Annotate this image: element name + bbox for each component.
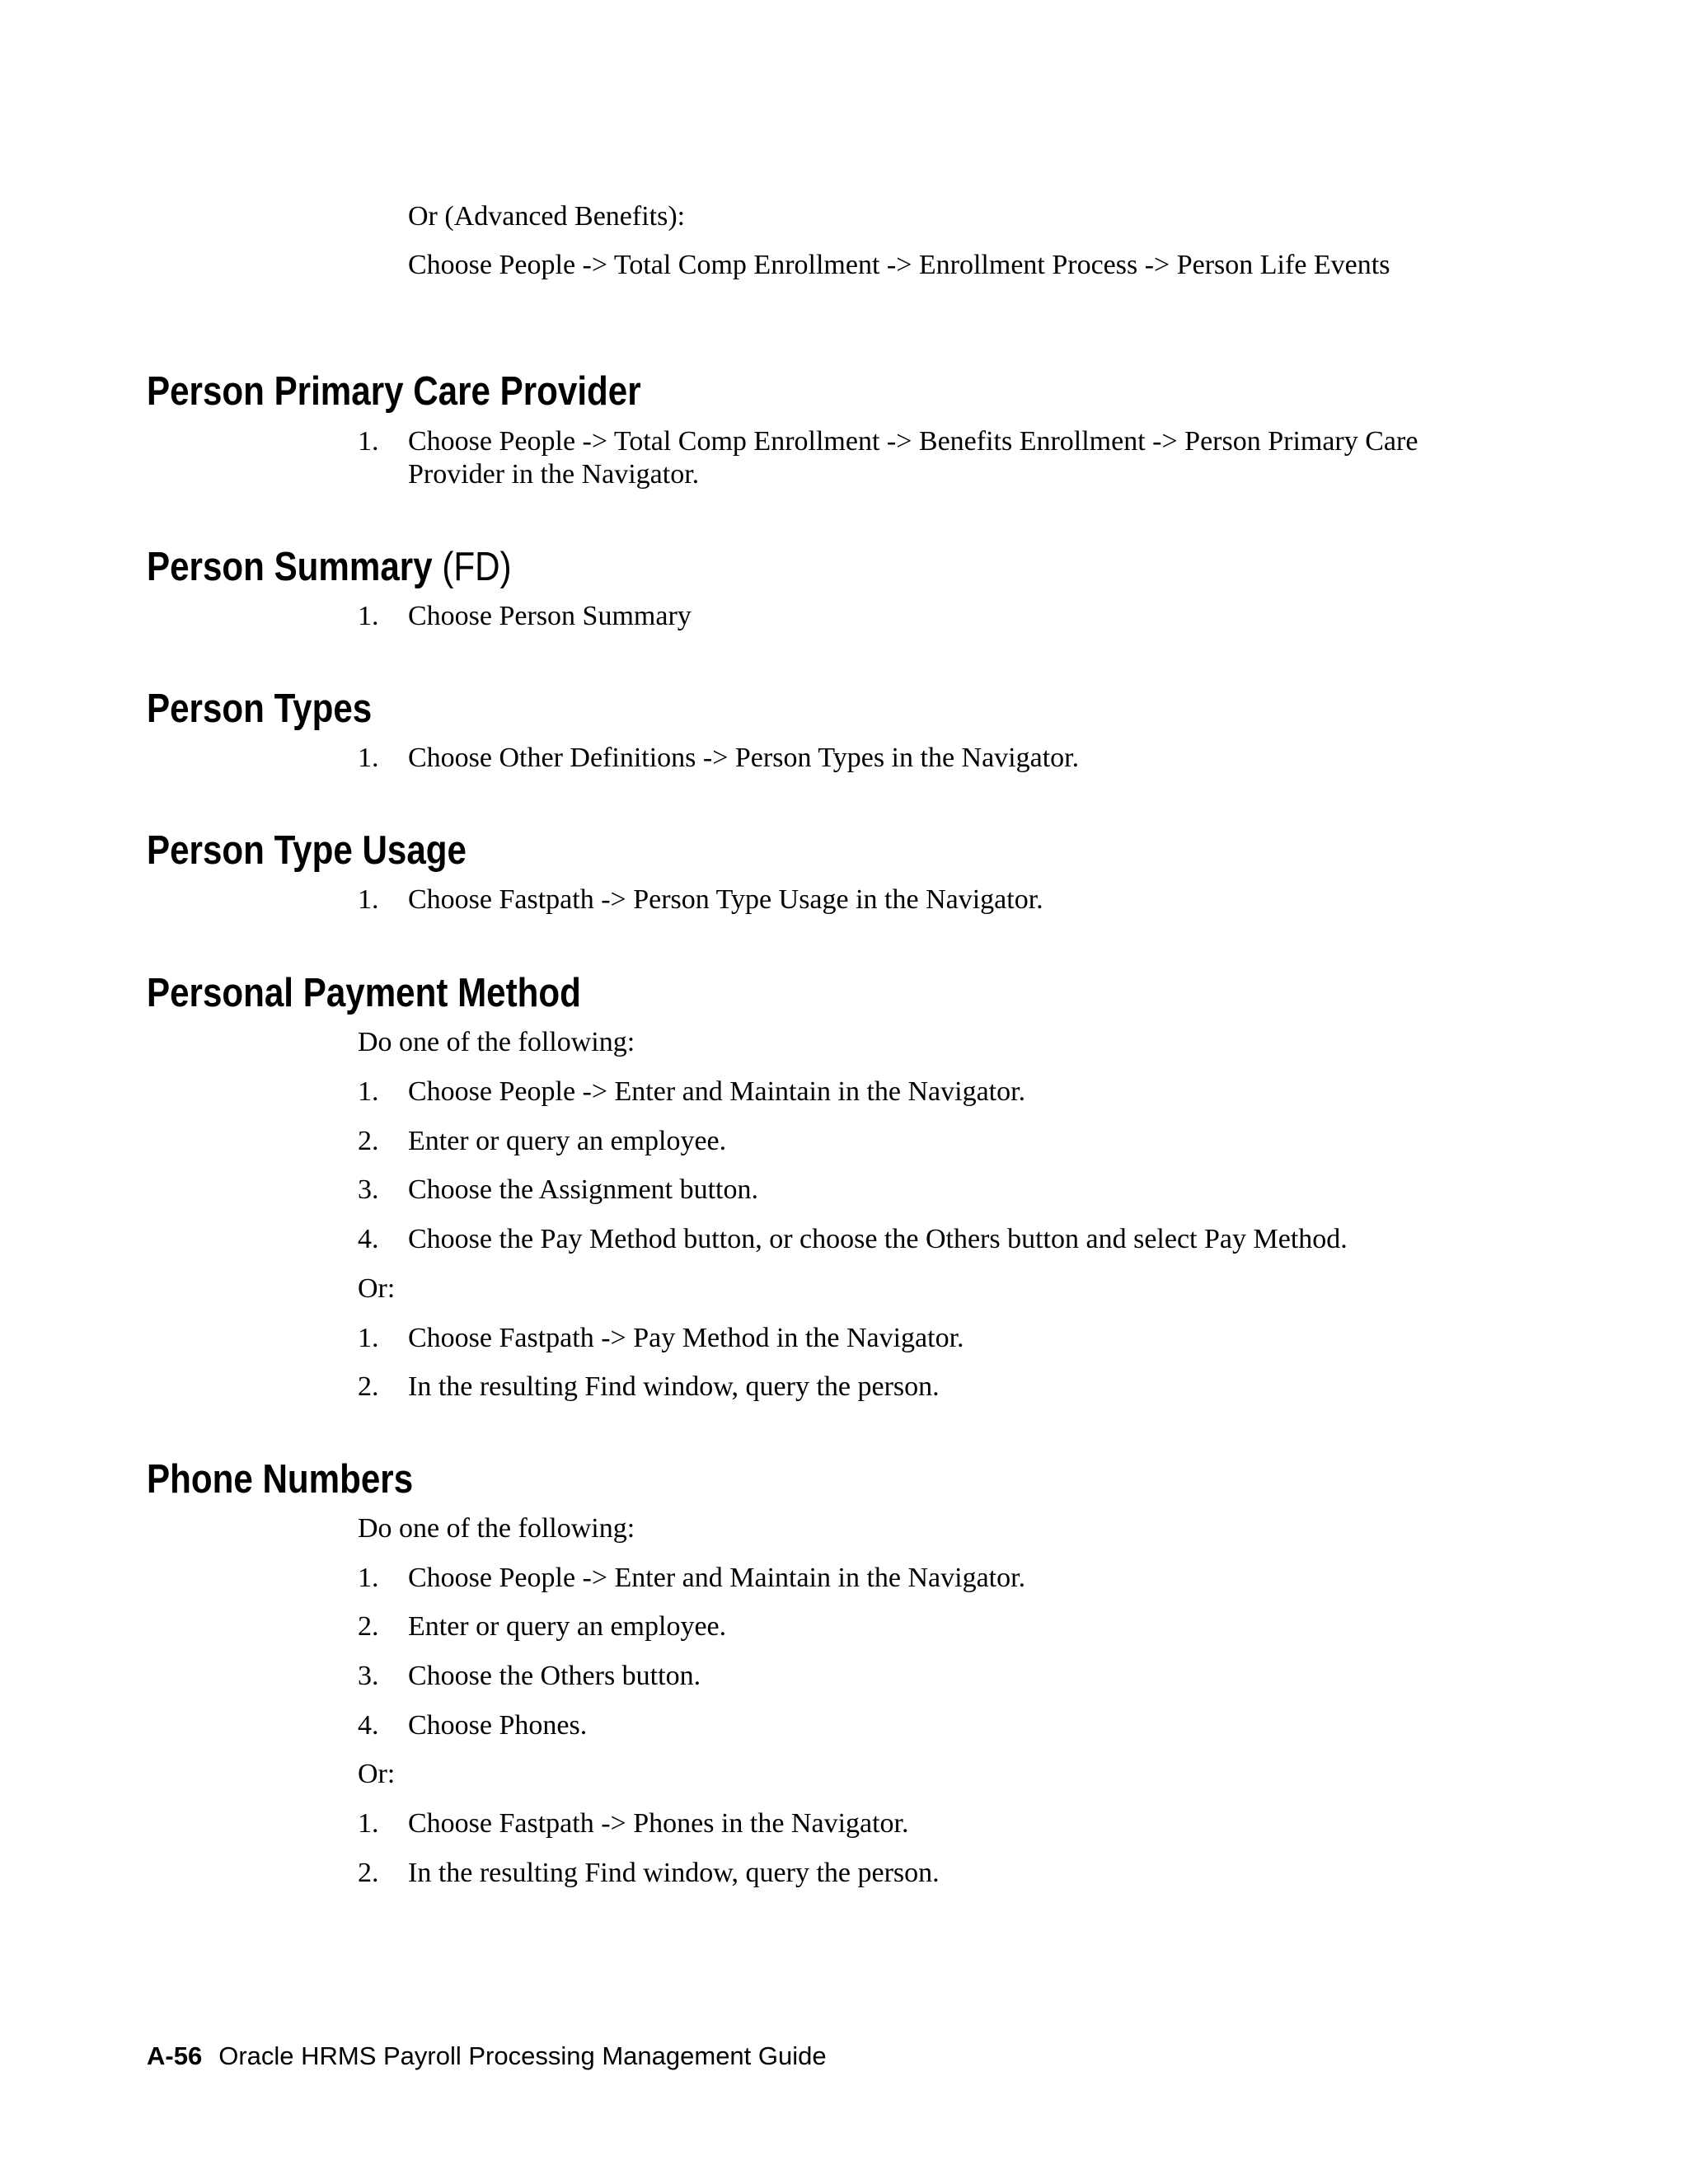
phones-step-b1 bbox=[358, 1807, 1462, 1840]
phones-step-b2 bbox=[358, 1857, 1462, 1890]
page-number: A-56 bbox=[147, 2041, 203, 2070]
book-title: Oracle HRMS Payroll Processing Management Guide bbox=[218, 2041, 827, 2070]
step-number: 1. bbox=[358, 1563, 379, 1593]
phones-step-a4 bbox=[358, 1709, 1462, 1742]
pcp-step-1 bbox=[358, 425, 1462, 491]
payment-step-a3 bbox=[358, 1174, 1462, 1207]
step-text: Choose People -> Total Comp Enrollment -> Benefits Enrollment -> Person Primary Care Provider in the Navigator. bbox=[408, 426, 1418, 490]
payment-intro: Do one of the following: bbox=[358, 1027, 635, 1057]
payment-step-b2 bbox=[358, 1371, 1462, 1404]
payment-step-b1 bbox=[358, 1322, 1462, 1355]
types-step-1 bbox=[358, 742, 1462, 775]
payment-step-a4 bbox=[358, 1223, 1462, 1256]
phones-step-a3 bbox=[358, 1660, 1462, 1693]
step-text: Choose Fastpath -> Pay Method in the Navigator. bbox=[408, 1323, 964, 1353]
section-heading-person-summary bbox=[147, 544, 512, 590]
step-number: 1. bbox=[358, 1076, 379, 1107]
payment-step-a2 bbox=[358, 1125, 1462, 1158]
step-text: Choose People -> Enter and Maintain in the Navigator. bbox=[408, 1563, 1026, 1593]
heading-suffix: (FD) bbox=[442, 545, 512, 589]
step-number: 1. bbox=[358, 743, 379, 773]
section-heading-pcp: Person Primary Care Provider bbox=[147, 369, 641, 414]
section-heading-personal-payment-method: Personal Payment Method bbox=[147, 971, 581, 1015]
step-number: 3. bbox=[358, 1661, 379, 1691]
intro-choose-path: Choose People -> Total Comp Enrollment -> Enrollment Process -> Person Life Events bbox=[408, 250, 1390, 280]
phones-step-a2 bbox=[358, 1610, 1462, 1643]
step-text: Choose Other Definitions -> Person Types in the Navigator. bbox=[408, 743, 1080, 773]
section-heading-person-types: Person Types bbox=[147, 687, 373, 731]
step-number: 3. bbox=[358, 1174, 379, 1205]
step-number: 4. bbox=[358, 1224, 379, 1254]
phones-step-a1 bbox=[358, 1562, 1462, 1595]
step-number: 2. bbox=[358, 1611, 379, 1642]
step-text: Choose Person Summary bbox=[408, 601, 692, 631]
type-usage-step-1 bbox=[358, 883, 1462, 916]
section-heading-person-type-usage: Person Type Usage bbox=[147, 828, 467, 873]
heading-title: Person Summary bbox=[147, 545, 433, 589]
step-number: 1. bbox=[358, 426, 379, 457]
page-footer bbox=[147, 2041, 827, 2071]
step-number: 1. bbox=[358, 884, 379, 915]
payment-step-a1 bbox=[358, 1076, 1462, 1108]
payment-or: Or: bbox=[358, 1273, 396, 1304]
step-text: Choose the Assignment button. bbox=[408, 1174, 758, 1205]
section-heading-phone-numbers: Phone Numbers bbox=[147, 1457, 414, 1502]
step-text: Choose Fastpath -> Phones in the Navigator. bbox=[408, 1808, 909, 1839]
step-text: Choose the Pay Method button, or choose the Others button and select Pay Method. bbox=[408, 1224, 1348, 1254]
intro-or-advanced: Or (Advanced Benefits): bbox=[408, 201, 686, 232]
step-text: Choose Phones. bbox=[408, 1710, 588, 1741]
step-number: 1. bbox=[358, 1808, 379, 1839]
phones-intro: Do one of the following: bbox=[358, 1513, 635, 1544]
step-number: 4. bbox=[358, 1710, 379, 1741]
step-number: 1. bbox=[358, 1323, 379, 1353]
step-text: Enter or query an employee. bbox=[408, 1611, 727, 1642]
step-text: In the resulting Find window, query the person. bbox=[408, 1858, 940, 1888]
step-number: 2. bbox=[358, 1126, 379, 1156]
step-text: Choose People -> Enter and Maintain in the Navigator. bbox=[408, 1076, 1026, 1107]
summary-step-1 bbox=[358, 600, 1462, 633]
step-number: 1. bbox=[358, 601, 379, 631]
step-text: Choose Fastpath -> Person Type Usage in the Navigator. bbox=[408, 884, 1043, 915]
step-text: Enter or query an employee. bbox=[408, 1126, 727, 1156]
step-number: 2. bbox=[358, 1371, 379, 1402]
step-text: Choose the Others button. bbox=[408, 1661, 701, 1691]
step-text: In the resulting Find window, query the person. bbox=[408, 1371, 940, 1402]
step-number: 2. bbox=[358, 1858, 379, 1888]
phones-or: Or: bbox=[358, 1759, 396, 1789]
